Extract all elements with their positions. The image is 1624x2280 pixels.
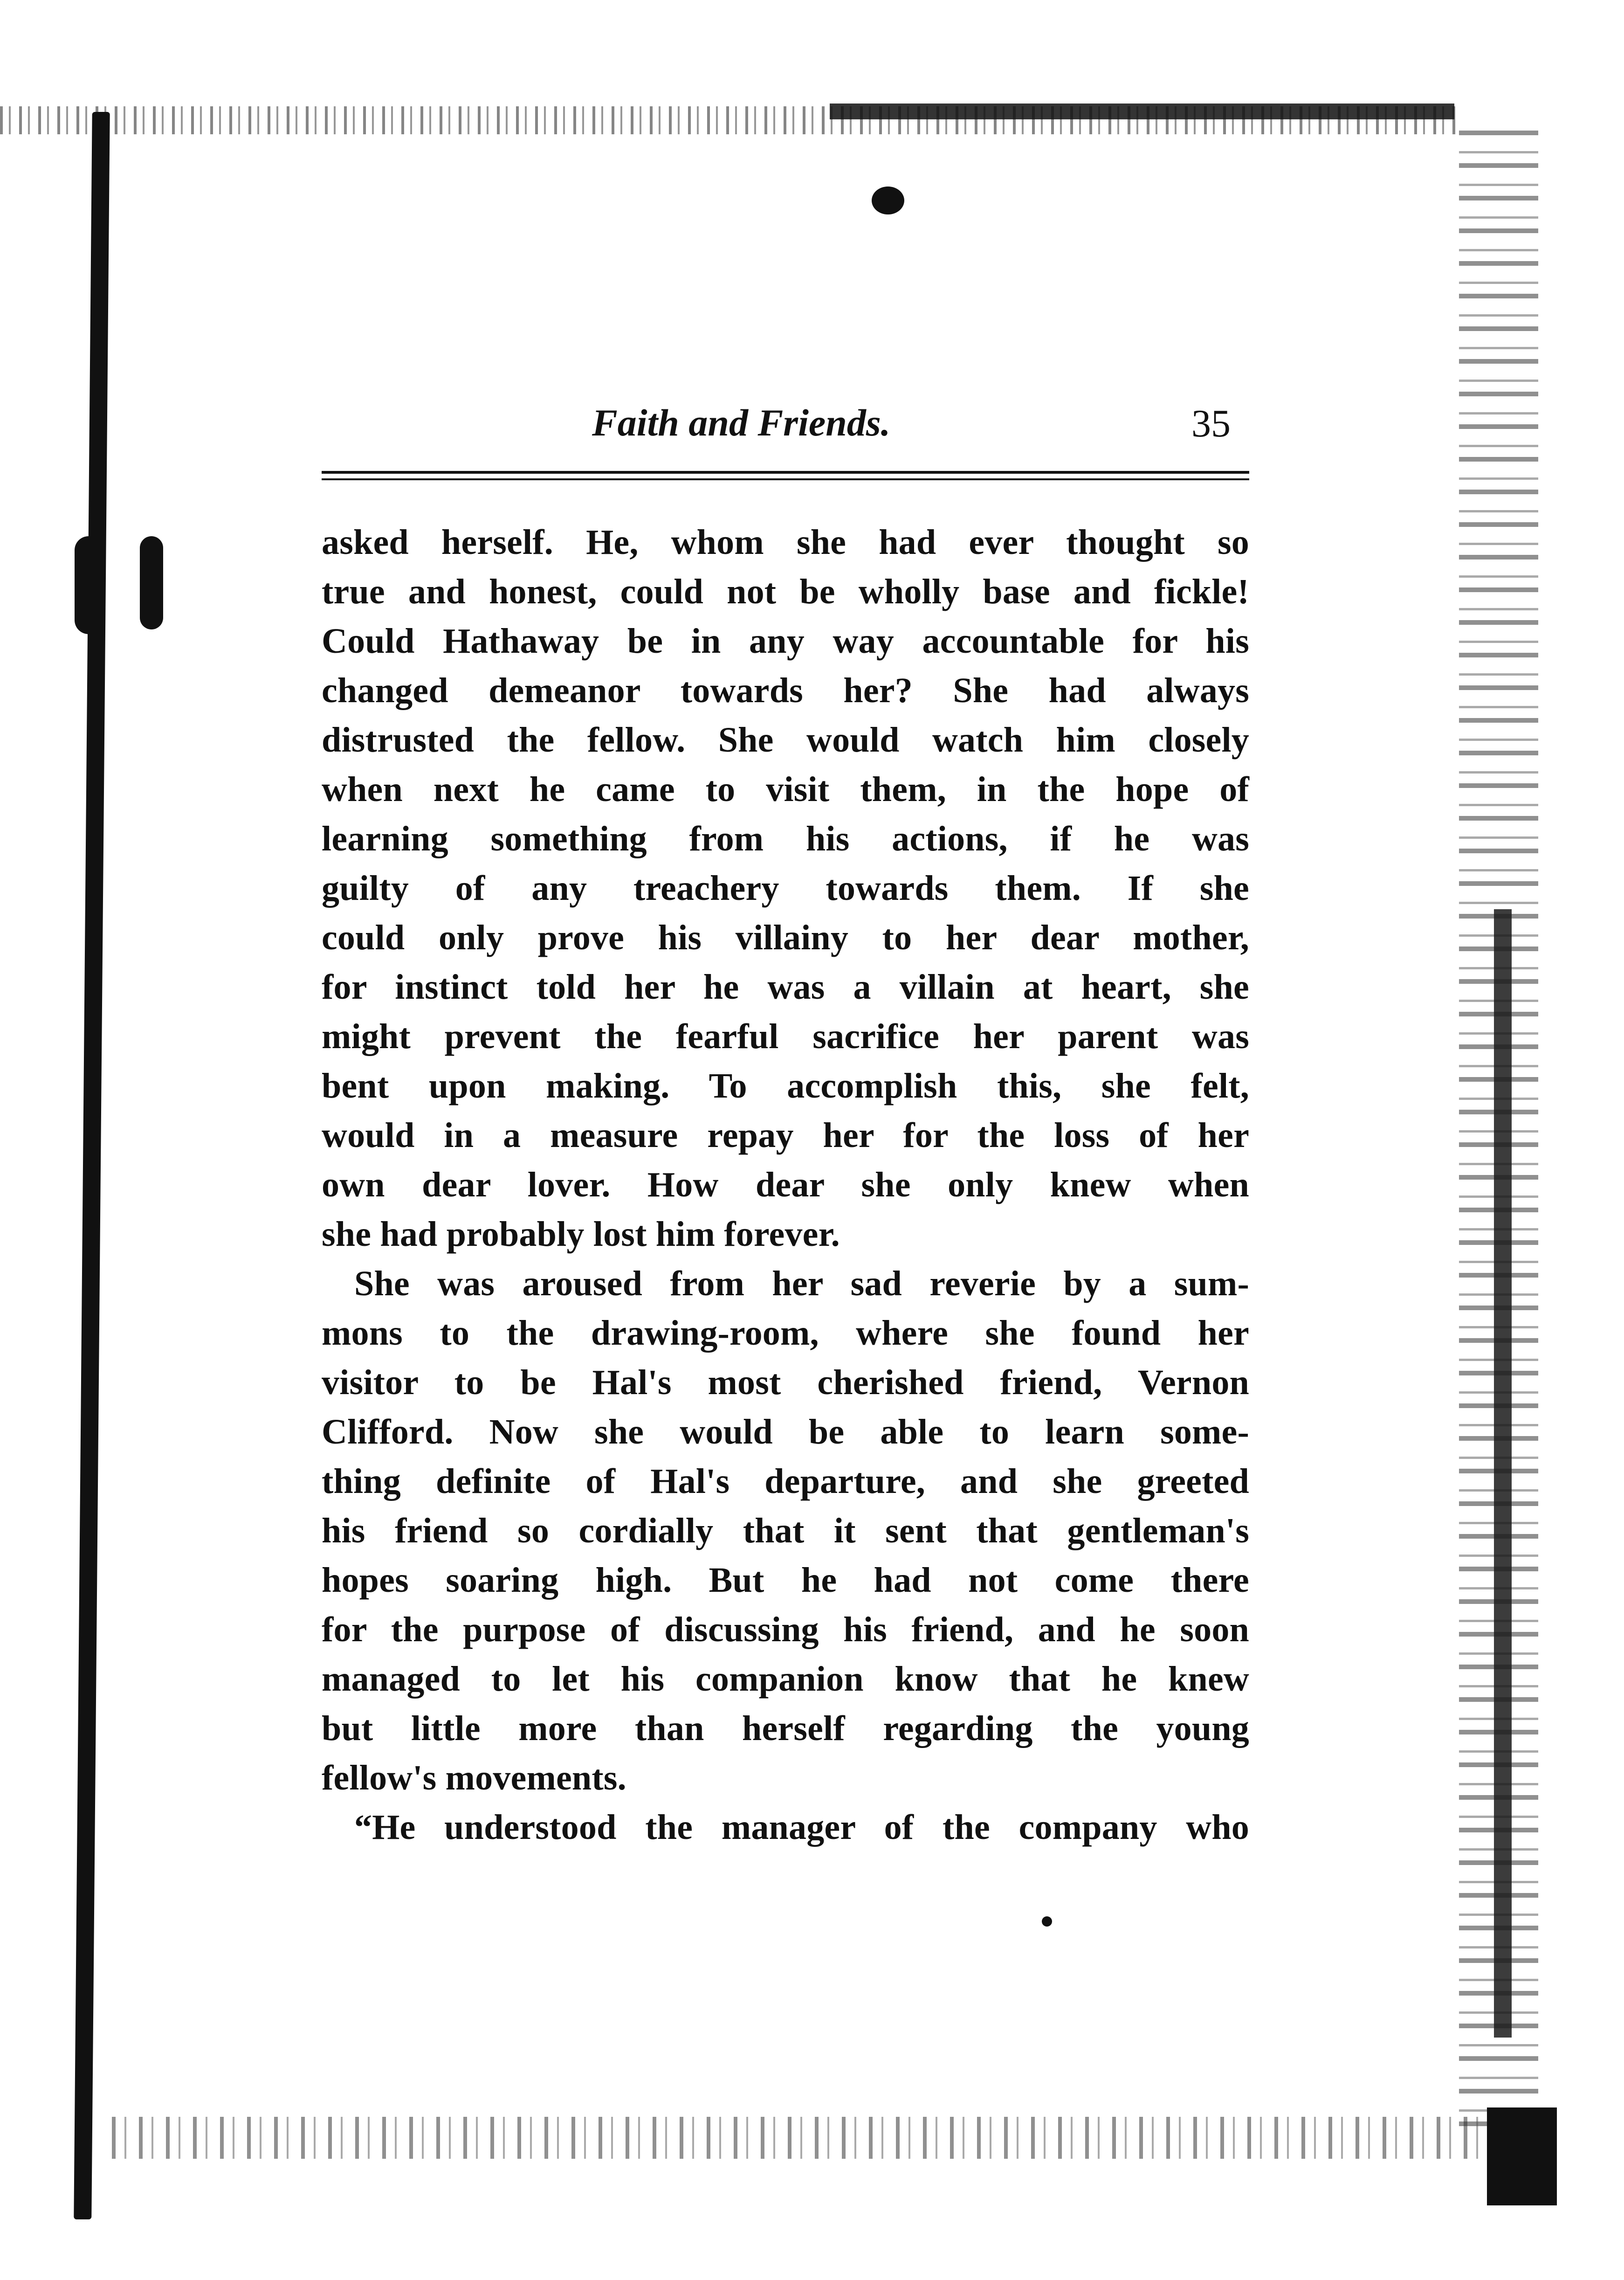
text-line: mons to the drawing-room, where she found her: [322, 1313, 1249, 1353]
scan-edge-right-bar: [1494, 909, 1512, 2038]
text-line: guilty of any treachery towards them. If she: [322, 869, 1249, 908]
text-line: bent upon making. To accomplish this, she felt,: [322, 1066, 1249, 1105]
header-rule: [322, 471, 1249, 483]
running-title: Faith and Friends.: [592, 401, 891, 444]
text-line: for instinct told her he was a villain at heart, she: [322, 967, 1249, 1007]
ink-blot: [872, 187, 904, 214]
text-line: distrusted the fellow. She would watch him closely: [322, 720, 1249, 760]
text-line: managed to let his companion know that he knew: [322, 1659, 1249, 1699]
text-line: asked herself. He, whom she had ever thought so: [322, 523, 1249, 562]
text-line: when next he came to visit them, in the hope of: [322, 770, 1249, 809]
ink-blot: [140, 536, 163, 629]
scan-edge-top-bar: [830, 104, 1454, 119]
text-line: She was aroused from her sad reverie by a sum-: [354, 1264, 1249, 1303]
text-line: own dear lover. How dear she only knew when: [322, 1165, 1249, 1204]
text-line: visitor to be Hal's most cherished friend, Vernon: [322, 1363, 1249, 1402]
text-line: would in a measure repay her for the loss of her: [322, 1116, 1249, 1155]
ink-blot: [1042, 1916, 1052, 1927]
text-line: fellow's movements.: [322, 1758, 626, 1797]
text-line: but little more than herself regarding the young: [322, 1709, 1249, 1748]
text-line: might prevent the fearful sacrifice her parent was: [322, 1017, 1249, 1056]
ink-blot: [75, 536, 103, 634]
text-line: for the purpose of discussing his friend, and he soon: [322, 1610, 1249, 1649]
text-line: true and honest, could not be wholly base and fickle!: [322, 572, 1249, 611]
text-line: changed demeanor towards her? She had always: [322, 671, 1249, 710]
body-text: [322, 518, 1249, 1852]
scan-corner-shadow: [1487, 2107, 1557, 2205]
text-line: thing definite of Hal's departure, and she greeted: [322, 1462, 1249, 1501]
text-line: hopes soaring high. But he had not come there: [322, 1561, 1249, 1600]
text-line: learning something from his actions, if he was: [322, 819, 1249, 858]
text-line: his friend so cordially that it sent that gentleman's: [322, 1511, 1249, 1550]
text-line: could only prove his villainy to her dear mother,: [322, 918, 1249, 957]
scan-noise-bottom: [112, 2117, 1548, 2159]
text-line: “He understood the manager of the company who: [354, 1808, 1249, 1847]
text-line: she had probably lost him forever.: [322, 1215, 840, 1254]
scan-binding-shadow: [74, 112, 110, 2219]
running-head: [322, 392, 1245, 448]
page-number: 35: [1191, 402, 1231, 445]
text-line: Clifford. Now she would be able to learn some-: [322, 1412, 1249, 1451]
text-line: Could Hathaway be in any way accountable for his: [322, 622, 1249, 661]
